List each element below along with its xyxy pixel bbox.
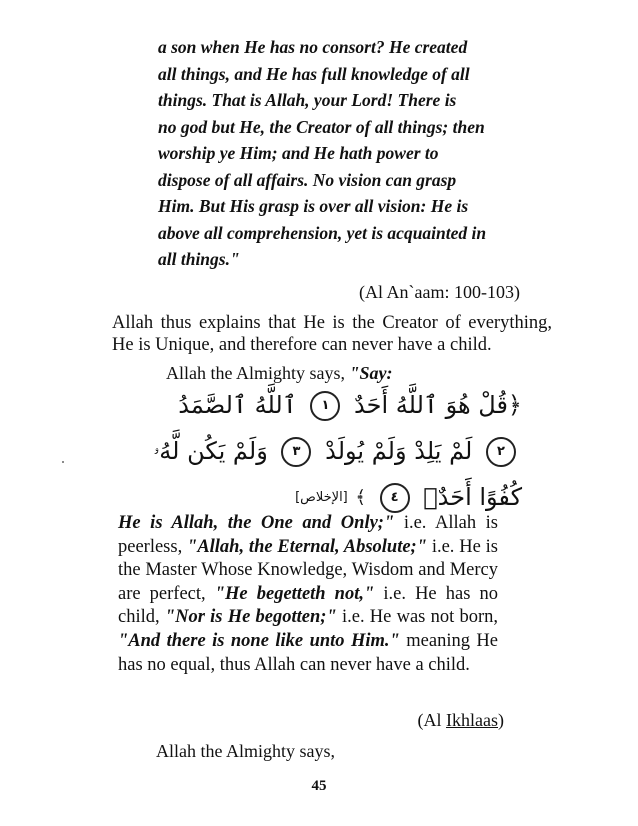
body-text: i.e. He is the Master Whose Knowledge, Wisdom and Mercy are perfect,	[118, 536, 499, 604]
body-text: i.e. He was not born,	[336, 607, 498, 628]
surah-reference: [الإخلاص]	[295, 490, 348, 505]
page-number: 45	[311, 778, 327, 794]
arabic-line-2	[150, 428, 522, 474]
emphasis-phrase: "Nor is He begotten;"	[164, 607, 337, 628]
quote-line: a son when He has no consort? He created	[158, 37, 468, 57]
verse-number-marker: ٣	[281, 437, 311, 467]
body-text: i.e. He has no child,	[118, 583, 498, 628]
surah-reference-english	[418, 710, 504, 731]
body-text: i.e. Allah is peerless,	[118, 513, 498, 557]
verse-number-marker: ٤	[380, 483, 410, 513]
quote-line: things. That is Allah, your Lord! There is	[158, 90, 457, 110]
arabic-text: لَمْ يَلِدْ وَلَمْ يُولَدْ	[325, 437, 473, 465]
quote-line: Him. But His grasp is over all vision: He is	[158, 196, 469, 216]
ref-surah-name: Ikhlaas	[446, 710, 498, 730]
ref-open: (Al	[417, 710, 447, 730]
closing-line: Allah the Almighty says,	[156, 741, 335, 761]
verse-number-marker: ١	[310, 391, 340, 421]
explanation-paragraph: Allah thus explains that He is the Creator of everything, He is Unique, and therefore can never have a child.	[112, 313, 552, 355]
quranic-quote-continuation	[158, 34, 510, 273]
ref-close: )	[498, 710, 504, 730]
emphasis-phrase: He is Allah, the One and Only;"	[118, 513, 395, 533]
verse-intro	[166, 363, 393, 384]
emphasis-phrase: "He begetteth not,"	[214, 583, 375, 604]
quote-line: dispose of all affairs. No vision can grasp	[158, 169, 457, 190]
arabic-text: ٱللَّهُ ٱلصَّمَدُ	[178, 391, 297, 419]
arabic-line-1	[150, 382, 522, 428]
emphasis-phrase: "And there is none like unto Him."	[118, 630, 400, 651]
quote-line: no god but He, the Creator of all things; then	[158, 116, 485, 137]
verse-intro-text: Allah the Almighty says,	[166, 363, 350, 383]
quote-line: all things."	[158, 249, 240, 269]
closing-ornament-icon: ﴾	[355, 487, 366, 508]
scan-speck	[62, 461, 64, 463]
emphasis-phrase: "Allah, the Eternal, Absolute;"	[187, 536, 427, 557]
quote-line: worship ye Him; and He hath power to	[158, 143, 439, 163]
tafsir-paragraph	[118, 512, 498, 677]
quote-line: above all comprehension, yet is acquainted in	[158, 222, 487, 243]
arabic-text: ﴿قُلْ هُوَ ٱللَّهُ أَحَدٌ	[354, 391, 522, 419]
verse-number-marker: ٢	[486, 437, 516, 467]
body-text: meaning He has no equal, thus Allah can never have a child.	[118, 630, 498, 675]
arabic-text: كُفُوًا أَحَدٌۢ	[423, 483, 522, 511]
quote-reference: (Al An`aam: 100-103)	[359, 282, 520, 302]
verse-intro-emphasis: "Say:	[349, 363, 393, 383]
quote-line: all things, and He has full knowledge of all	[158, 63, 470, 84]
arabic-verses	[150, 382, 522, 521]
arabic-text: وَلَمْ يَكُن لَّهُۥ	[153, 437, 268, 465]
